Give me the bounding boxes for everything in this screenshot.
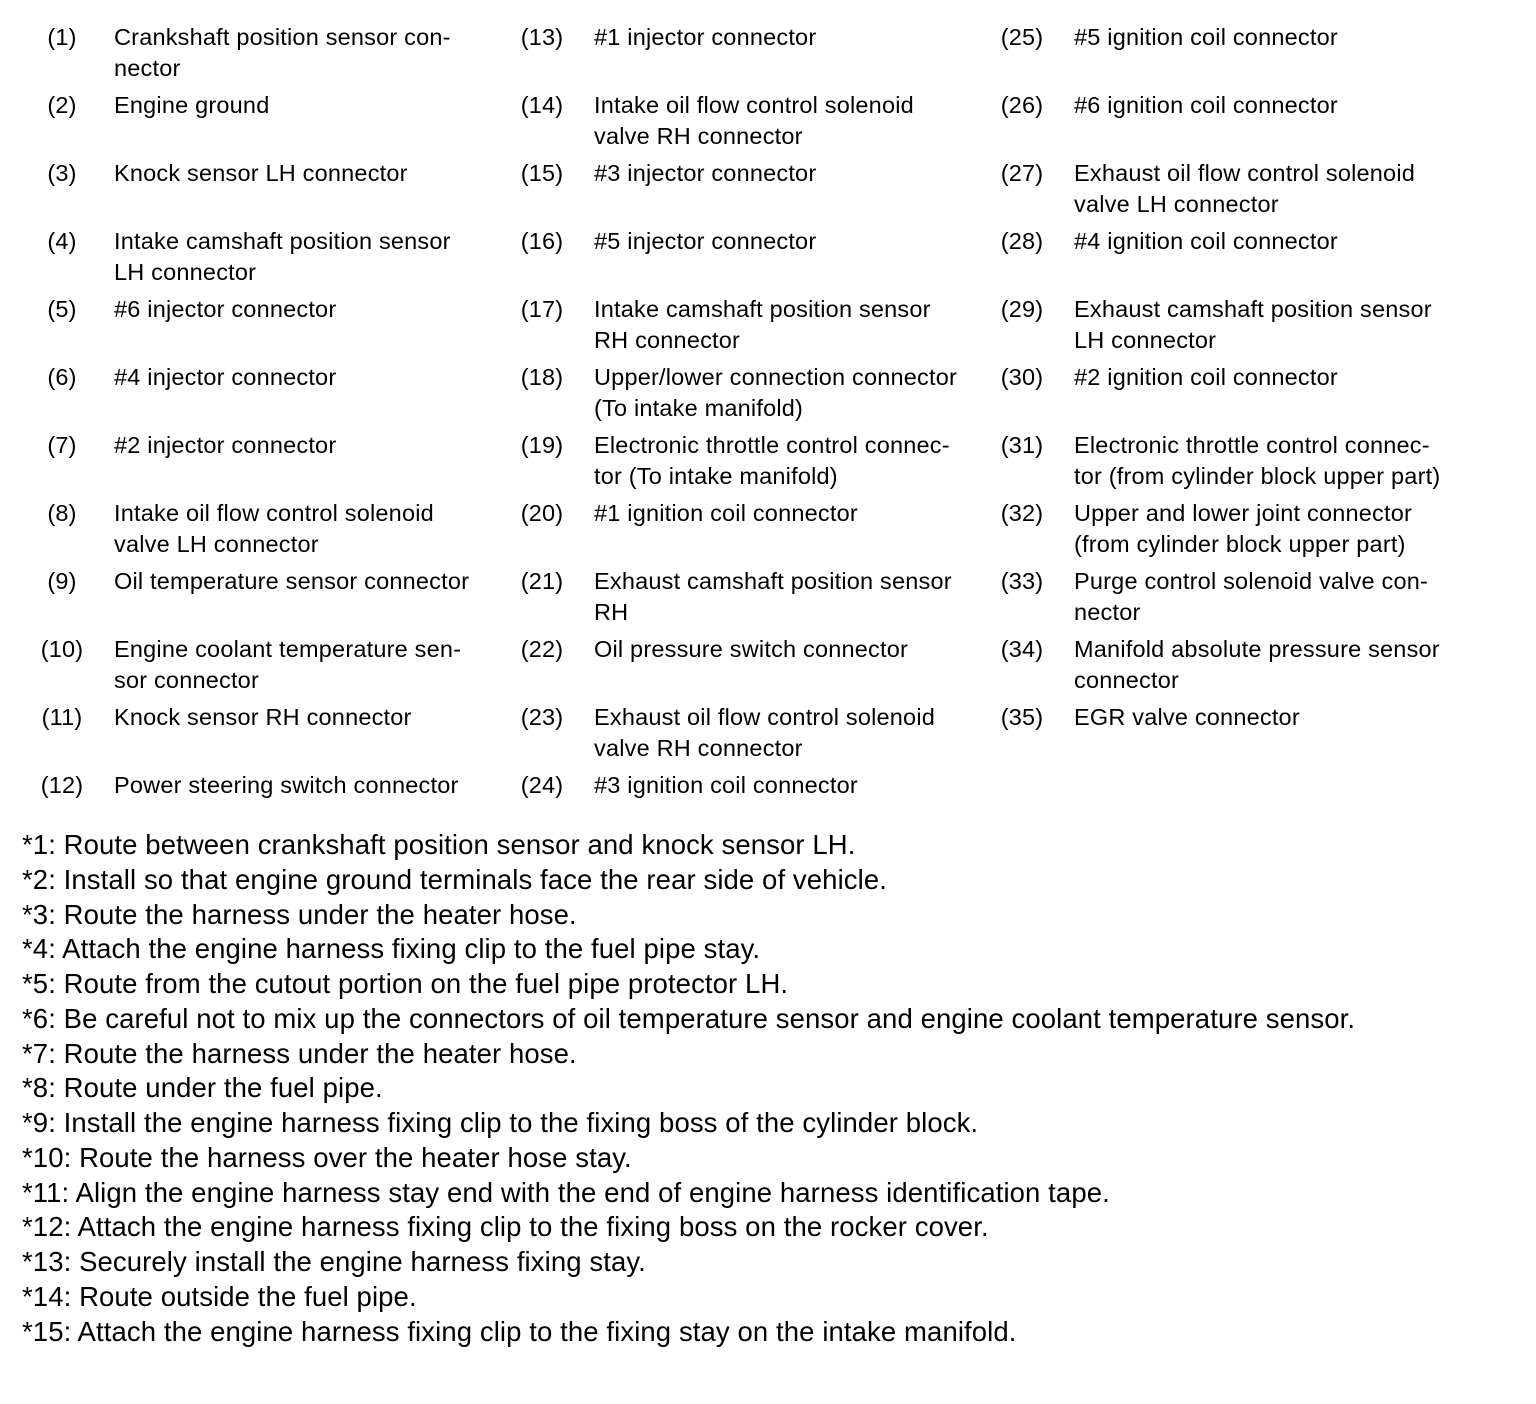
note-line: *8: Route under the fuel pipe. bbox=[22, 1072, 383, 1104]
note-line: *3: Route the harness under the heater hose. bbox=[22, 898, 577, 930]
legend-number: (23) bbox=[520, 704, 564, 730]
legend-item bbox=[980, 362, 1460, 430]
legend-label: #1 injector connector bbox=[594, 24, 817, 50]
legend-number: (20) bbox=[520, 500, 564, 526]
legend-item bbox=[500, 362, 980, 430]
legend-number: (8) bbox=[47, 500, 77, 526]
note-line: *14: Route outside the fuel pipe. bbox=[22, 1280, 417, 1312]
legend-number: (6) bbox=[47, 364, 77, 390]
legend-number: (13) bbox=[520, 24, 564, 50]
note-line: *11: Align the engine harness stay end with the end of engine harness identification tape. bbox=[22, 1176, 1110, 1208]
legend-number: (14) bbox=[520, 92, 564, 118]
legend-label: #6 injector connector bbox=[114, 296, 337, 322]
legend-label: Exhaust camshaft position sensor RH bbox=[594, 568, 952, 625]
legend-label: Intake oil flow control solenoid valve LH connector bbox=[114, 500, 434, 557]
legend-item bbox=[20, 90, 500, 158]
legend-item bbox=[20, 226, 500, 294]
legend-item bbox=[20, 362, 500, 430]
note-line: *15: Attach the engine harness fixing clip to the fixing stay on the intake manifold. bbox=[22, 1315, 1017, 1347]
legend-number: (9) bbox=[47, 568, 77, 594]
legend-label: #3 injector connector bbox=[594, 160, 817, 186]
legend-label: Crankshaft position sensor con- nector bbox=[114, 24, 451, 81]
legend-number: (21) bbox=[520, 568, 564, 594]
legend-number: (25) bbox=[1000, 24, 1044, 50]
legend-label: #1 ignition coil connector bbox=[594, 500, 858, 526]
legend-number: (26) bbox=[1000, 92, 1044, 118]
note-line: *13: Securely install the engine harness fixing stay. bbox=[22, 1246, 646, 1277]
legend-number: (30) bbox=[1000, 364, 1044, 390]
legend-item bbox=[980, 430, 1460, 498]
note-line: *2: Install so that engine ground terminals face the rear side of vehicle. bbox=[22, 863, 887, 895]
note-line: *10: Route the harness over the heater hose stay. bbox=[22, 1141, 632, 1173]
legend-item bbox=[20, 702, 500, 770]
legend-number: (3) bbox=[47, 160, 77, 186]
legend-number: (34) bbox=[1000, 636, 1044, 662]
legend-label: Electronic throttle control connec- tor (from cylinder block upper part) bbox=[1074, 432, 1441, 489]
legend-item bbox=[980, 498, 1460, 566]
legend-number: (12) bbox=[40, 772, 84, 798]
legend-label: Engine ground bbox=[114, 92, 270, 118]
legend-label: Knock sensor LH connector bbox=[114, 160, 408, 186]
legend-item bbox=[500, 22, 980, 90]
legend-item bbox=[500, 634, 980, 702]
legend-number: (31) bbox=[1000, 432, 1044, 458]
legend-label: Exhaust oil flow control solenoid valve LH connector bbox=[1074, 160, 1416, 217]
legend-label: Upper and lower joint connector (from cylinder block upper part) bbox=[1074, 500, 1412, 557]
legend-item bbox=[20, 430, 500, 498]
legend-label: #3 ignition coil connector bbox=[594, 772, 858, 798]
note-line: *7: Route the harness under the heater hose. bbox=[22, 1037, 577, 1069]
legend-label: #2 ignition coil connector bbox=[1074, 364, 1338, 390]
legend-number: (24) bbox=[520, 772, 564, 798]
legend-number: (11) bbox=[41, 704, 83, 730]
legend-item bbox=[20, 22, 500, 90]
legend-item bbox=[980, 634, 1460, 702]
legend-number: (5) bbox=[47, 296, 77, 322]
legend-number: (27) bbox=[1000, 160, 1044, 186]
legend-label: Oil pressure switch connector bbox=[594, 636, 909, 662]
legend-item bbox=[500, 702, 980, 770]
legend-number: (15) bbox=[520, 160, 564, 186]
note-line: *9: Install the engine harness fixing clip to the fixing boss of the cylinder block. bbox=[22, 1107, 979, 1138]
legend-number: (35) bbox=[1000, 704, 1044, 730]
legend-item bbox=[980, 158, 1460, 226]
legend-number: (2) bbox=[47, 92, 77, 118]
legend-item bbox=[980, 226, 1460, 294]
legend-number: (10) bbox=[40, 636, 84, 662]
note-line: *4: Attach the engine harness fixing clip to the fuel pipe stay. bbox=[22, 933, 761, 965]
legend-label: Upper/lower connection connector (To intake manifold) bbox=[594, 364, 958, 421]
legend-label: Engine coolant temperature sen- sor connector bbox=[114, 636, 462, 693]
legend-item bbox=[980, 90, 1460, 158]
legend-label: #5 ignition coil connector bbox=[1074, 24, 1338, 50]
legend-number: (29) bbox=[1000, 296, 1044, 322]
legend-label: Purge control solenoid valve con- nector bbox=[1074, 568, 1429, 625]
legend-number: (18) bbox=[520, 364, 564, 390]
legend-number: (1) bbox=[47, 24, 77, 50]
legend-label: EGR valve connector bbox=[1074, 704, 1300, 730]
legend-number: (28) bbox=[1000, 228, 1044, 254]
legend-item bbox=[980, 22, 1460, 90]
legend-item bbox=[500, 294, 980, 362]
legend-item bbox=[980, 566, 1460, 634]
legend-item bbox=[20, 566, 500, 634]
note-line: *12: Attach the engine harness fixing clip to the fixing boss on the rocker cover. bbox=[22, 1211, 989, 1243]
legend-number: (16) bbox=[520, 228, 564, 254]
legend-label: #4 ignition coil connector bbox=[1074, 228, 1338, 254]
legend-item bbox=[20, 294, 500, 362]
legend-label: Intake camshaft position sensor RH connector bbox=[594, 296, 931, 353]
legend-label: #5 injector connector bbox=[594, 228, 817, 254]
legend-item bbox=[500, 498, 980, 566]
legend-number: (17) bbox=[520, 296, 564, 322]
legend-item bbox=[500, 158, 980, 226]
legend-number: (33) bbox=[1000, 568, 1044, 594]
legend-item bbox=[20, 634, 500, 702]
legend-label: Electronic throttle control connec- tor (To intake manifold) bbox=[594, 432, 950, 489]
legend-item bbox=[500, 566, 980, 634]
note-line: *1: Route between crankshaft position sensor and knock sensor LH. bbox=[22, 829, 856, 860]
legend-item bbox=[980, 702, 1460, 770]
legend-item bbox=[500, 430, 980, 498]
legend-label: Exhaust camshaft position sensor LH connector bbox=[1074, 296, 1432, 353]
legend-number: (7) bbox=[47, 432, 77, 458]
legend-number: (4) bbox=[47, 228, 77, 254]
legend-number: (22) bbox=[520, 636, 564, 662]
legend-label: Intake camshaft position sensor LH connector bbox=[114, 228, 451, 285]
legend-item bbox=[20, 158, 500, 226]
note-line: *6: Be careful not to mix up the connectors of oil temperature sensor and engine coolant temperature sensor. bbox=[22, 1002, 1356, 1034]
legend-label: Exhaust oil flow control solenoid valve RH connector bbox=[594, 704, 936, 761]
note-line: *5: Route from the cutout portion on the fuel pipe protector LH. bbox=[22, 968, 789, 999]
legend-label: Knock sensor RH connector bbox=[114, 704, 412, 730]
legend-label: #6 ignition coil connector bbox=[1074, 92, 1338, 118]
legend-item bbox=[500, 226, 980, 294]
legend-label: Intake oil flow control solenoid valve RH connector bbox=[594, 92, 914, 149]
legend-label: #4 injector connector bbox=[114, 364, 337, 390]
legend-item bbox=[20, 498, 500, 566]
legend-label: #2 injector connector bbox=[114, 432, 337, 458]
legend-label: Power steering switch connector bbox=[114, 772, 459, 798]
legend-item bbox=[500, 90, 980, 158]
legend-number: (32) bbox=[1000, 500, 1044, 526]
legend-item bbox=[980, 294, 1460, 362]
legend-number: (19) bbox=[520, 432, 564, 458]
legend-label: Oil temperature sensor connector bbox=[114, 568, 470, 594]
legend-label: Manifold absolute pressure sensor connector bbox=[1074, 636, 1440, 693]
routing-notes bbox=[22, 828, 1522, 1349]
